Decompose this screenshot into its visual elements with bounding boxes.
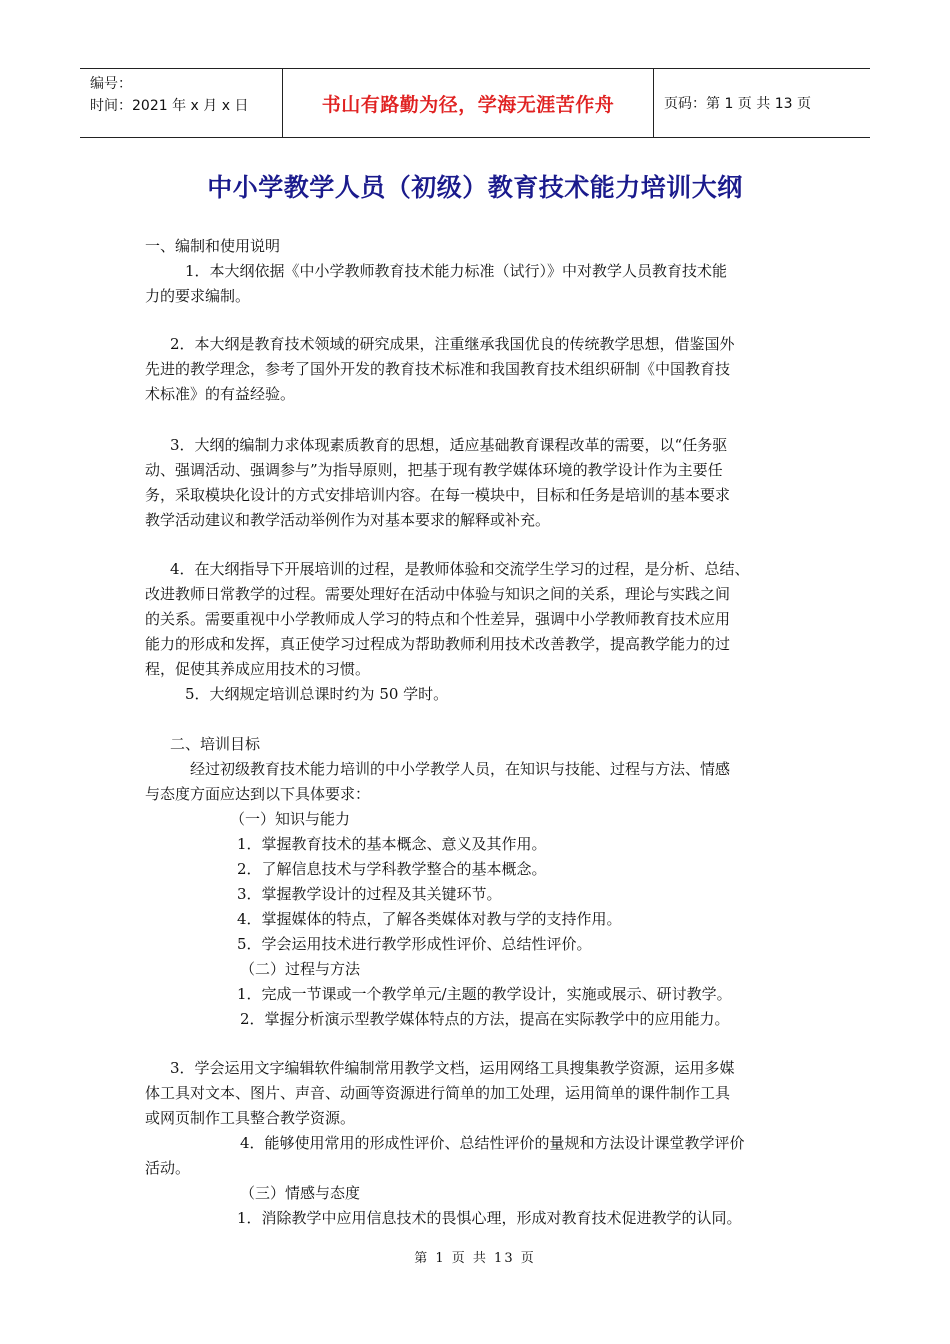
paragraph-line: 体工具对文本、图片、声音、动画等资源进行简单的加工处理，运用简单的课件制作工具 [145, 1084, 731, 1102]
paragraph-line: 能力的形成和发挥，真正使学习过程成为帮助教师利用技术改善教学，提高教学能力的过 [145, 635, 731, 653]
list-item: 1．掌握教育技术的基本概念、意义及其作用。 [237, 835, 547, 853]
page-footer: 第 1 页 共 13 页 [414, 1251, 536, 1266]
paragraph-line: 1．本大纲依据《中小学教师教育技术能力标准（试行）》中对教学人员教育技术能 [185, 262, 728, 280]
paragraph-line: 2．本大纲是教育技术领域的研究成果，注重继承我国优良的传统教学思想，借鉴国外 [170, 335, 735, 353]
list-item: 2．了解信息技术与学科教学整合的基本概念。 [237, 860, 547, 878]
list-item: 4．掌握媒体的特点，了解各类媒体对教与学的支持作用。 [237, 910, 622, 928]
time-label: 时间：2021 年 x 月 x 日 [90, 98, 249, 114]
paragraph-line: 教学活动建议和教学活动举例作为对基本要求的解释或补充。 [145, 511, 551, 529]
list-item: 2．掌握分析演示型教学媒体特点的方法，提高在实际教学中的应用能力。 [240, 1010, 730, 1028]
paragraph-line: 的关系。需要重视中小学教师成人学习的特点和个性差异，强调中小学教师教育技术应用 [145, 610, 731, 628]
motto: 书山有路勤为径，学海无涯苦作舟 [282, 69, 654, 137]
header-meta [80, 69, 282, 137]
list-item: 1．完成一节课或一个教学单元/主题的教学设计，实施或展示、研讨教学。 [237, 985, 732, 1003]
paragraph-line: 程，促使其养成应用技术的习惯。 [145, 660, 371, 678]
paragraph-line: 术标准》的有益经验。 [145, 385, 296, 403]
paragraph-line: 4．在大纲指导下开展培训的过程，是教师体验和交流学生学习的过程，是分析、总结、 [170, 560, 750, 578]
paragraph-line: 或网页制作工具整合教学资源。 [145, 1109, 356, 1127]
list-item: 5．学会运用技术进行教学形成性评价、总结性评价。 [237, 935, 592, 953]
page-label: 页码：第 1 页 共 13 页 [664, 96, 811, 112]
paragraph-line: 动、强调活动、强调参与”为指导原则，把基于现有教学媒体环境的教学设计作为主要任 [145, 461, 723, 479]
number-label: 编号： [90, 76, 132, 92]
paragraph-line: 活动。 [145, 1159, 191, 1177]
paragraph-line: 与态度方面应达到以下具体要求： [145, 785, 371, 803]
paragraph-line: 5．大纲规定培训总课时约为 50 学时。 [185, 685, 449, 703]
paragraph-line: 经过初级教育技术能力培训的中小学教学人员，在知识与技能、过程与方法、情感 [190, 760, 731, 778]
list-item: 3．掌握教学设计的过程及其关键环节。 [237, 885, 502, 903]
paragraph-line: 先进的教学理念，参考了国外开发的教育技术标准和我国教育技术组织研制《中国教育技 [145, 360, 731, 378]
paragraph-line: 务，采取模块化设计的方式安排培训内容。在每一模块中，目标和任务是培训的基本要求 [145, 486, 731, 504]
page-header [80, 68, 870, 138]
subsection-heading: （二）过程与方法 [240, 960, 361, 978]
subsection-heading: （一）知识与能力 [230, 810, 351, 828]
list-item: 1．消除教学中应用信息技术的畏惧心理，形成对教育技术促进教学的认同。 [237, 1209, 742, 1227]
paragraph-line: 4．能够使用常用的形成性评价、总结性评价的量规和方法设计课堂教学评价 [240, 1134, 745, 1152]
paragraph-line: 3．大纲的编制力求体现素质教育的思想，适应基础教育课程改革的需要，以“任务驱 [170, 436, 728, 454]
paragraph-line: 3．学会运用文字编辑软件编制常用教学文档，运用网络工具搜集教学资源，运用多媒 [170, 1059, 735, 1077]
section-heading: 一、编制和使用说明 [145, 237, 281, 255]
subsection-heading: （三）情感与态度 [240, 1184, 361, 1202]
paragraph-line: 改进教师日常教学的过程。需要处理好在活动中体验与知识之间的关系，理论与实践之间 [145, 585, 731, 603]
paragraph-line: 力的要求编制。 [145, 287, 251, 305]
section-heading: 二、培训目标 [170, 735, 261, 753]
document-title: 中小学教学人员（初级）教育技术能力培训大纲 [207, 173, 743, 202]
